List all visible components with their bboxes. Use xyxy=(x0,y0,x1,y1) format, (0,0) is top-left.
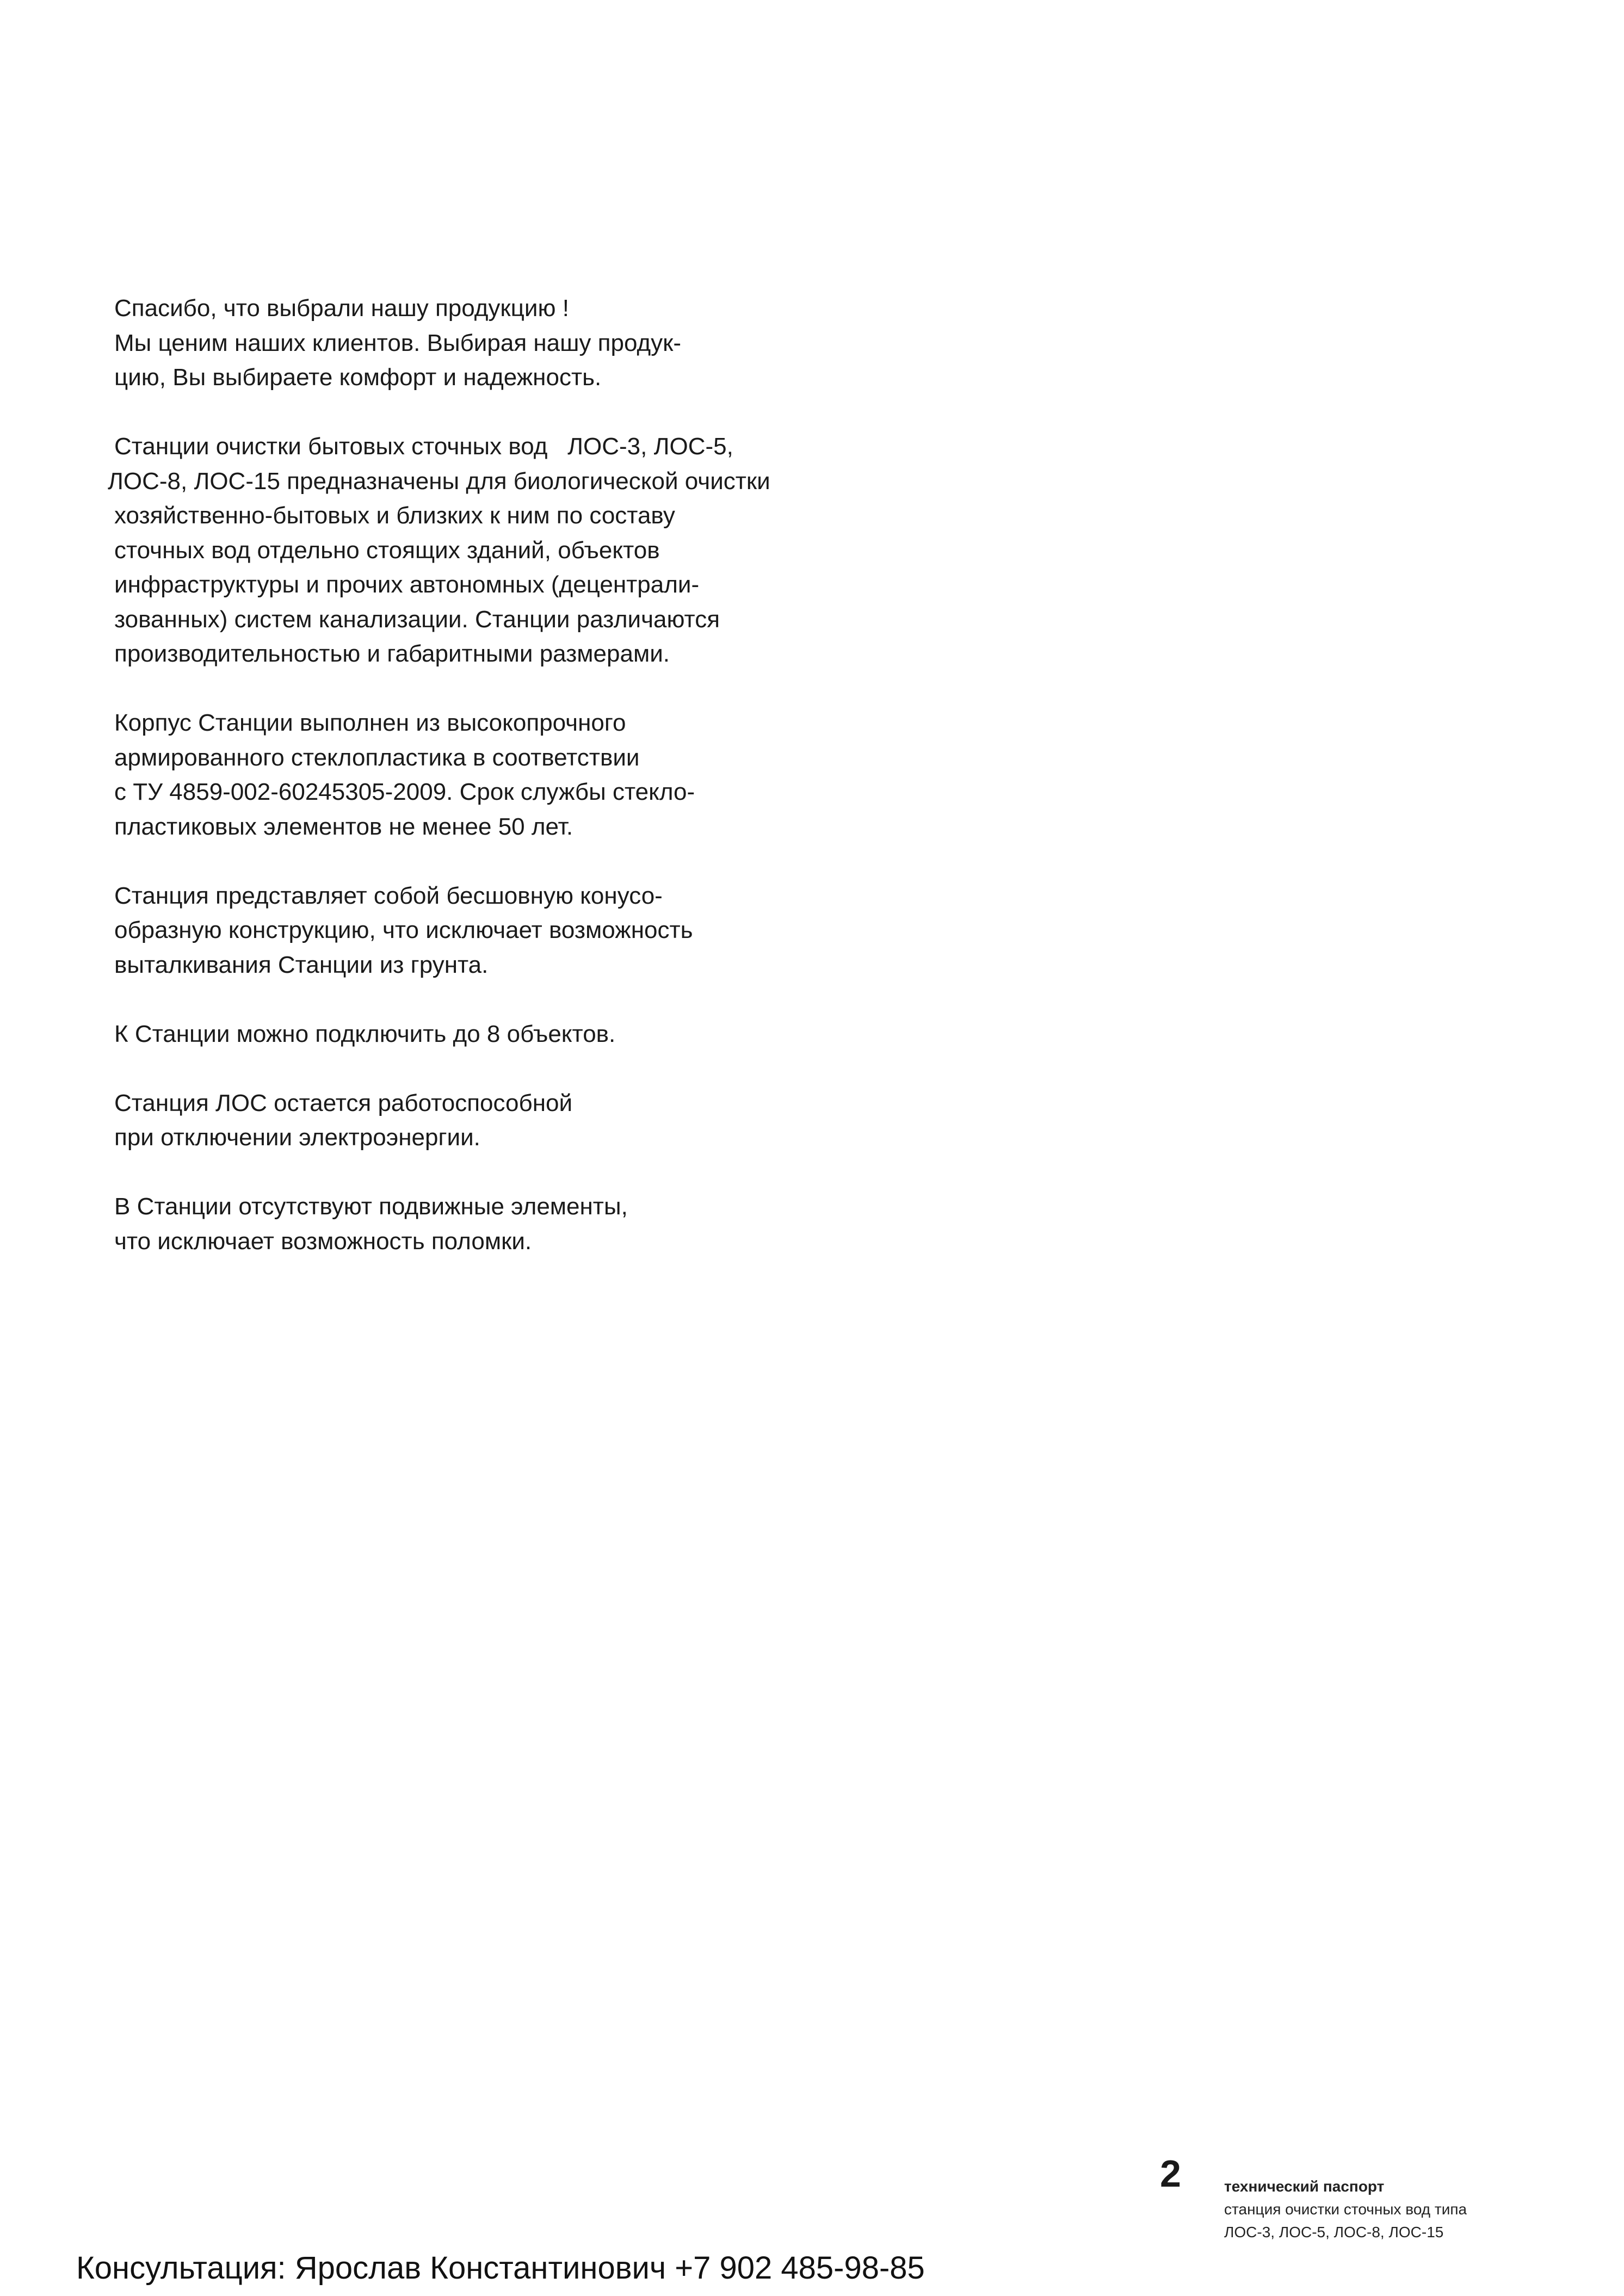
text-line: инфраструктуры и прочих автономных (децентрали- xyxy=(114,571,700,598)
text-line: пластиковых элементов не менее 50 лет. xyxy=(114,813,573,840)
paragraph-power xyxy=(114,1086,876,1155)
paragraph-connections xyxy=(114,1017,876,1052)
text-line: Мы ценим наших клиентов. Выбирая нашу продук- xyxy=(114,329,682,356)
paragraph-construction xyxy=(114,879,876,983)
paragraph-moving-parts xyxy=(114,1189,876,1258)
body-text xyxy=(108,291,876,1293)
footer-subtitle-line2: ЛОС-3, ЛОС-5, ЛОС-8, ЛОС-15 xyxy=(1224,2224,1444,2241)
consultation-contact: Консультация: Ярослав Константинович +7 902 485-98-85 xyxy=(76,2250,925,2286)
text-line: что исключает возможность поломки. xyxy=(114,1227,532,1255)
text-line: производительностью и габаритными размерами. xyxy=(114,640,670,667)
footer-title: технический паспорт xyxy=(1224,2178,1385,2195)
text-line: армированного стеклопластика в соответствии xyxy=(114,744,640,771)
text-line: при отключении электроэнергии. xyxy=(114,1124,480,1151)
text-line: Корпус Станции выполнен из высокопрочного xyxy=(114,709,626,736)
footer-subtitle-line1: станция очистки сточных вод типа xyxy=(1224,2201,1467,2218)
text-line: хозяйственно-бытовых и близких к ним по составу xyxy=(114,502,675,529)
text-line: К Станции можно подключить до 8 объектов. xyxy=(114,1020,616,1047)
text-line: Станция ЛОС остается работоспособной xyxy=(114,1089,573,1116)
text-line: выталкивания Станции из грунта. xyxy=(114,951,489,978)
text-line: сточных вод отдельно стоящих зданий, объектов xyxy=(114,536,660,564)
text-line: ЛОС-8, ЛОС-15 предназначены для биологической очистки xyxy=(108,467,770,495)
text-line: цию, Вы выбираете комфорт и надежность. xyxy=(114,364,602,391)
text-line: Станция представляет собой бесшовную конусо- xyxy=(114,882,663,909)
footer-info xyxy=(1224,2175,1467,2244)
paragraph-housing xyxy=(114,706,876,844)
page-number: 2 xyxy=(1160,2152,1181,2195)
text-line: зованных) систем канализации. Станции различаются xyxy=(114,606,720,633)
text-line: Спасибо, что выбрали нашу продукцию ! xyxy=(114,295,569,322)
text-line: Станции очистки бытовых сточных вод ЛОС-3, ЛОС-5, xyxy=(114,433,733,460)
paragraph-thanks xyxy=(114,291,876,395)
text-line: образную конструкцию, что исключает возможность xyxy=(114,917,693,943)
text-line: В Станции отсутствуют подвижные элементы, xyxy=(114,1193,628,1220)
text-line: с ТУ 4859-002-60245305-2009. Срок службы стекло- xyxy=(114,779,695,805)
paragraph-purpose xyxy=(108,429,876,671)
